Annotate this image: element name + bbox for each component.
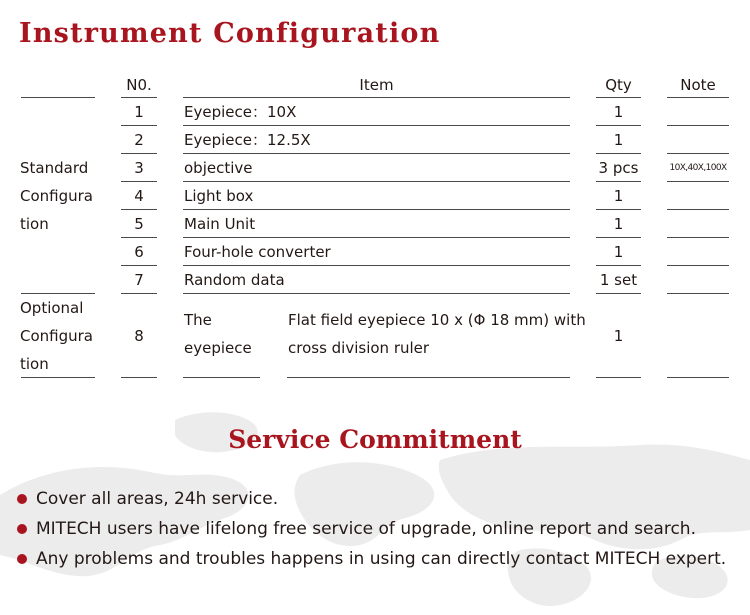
service-item — [17, 548, 726, 570]
row-5-qty: 1 — [613, 215, 624, 233]
row-3-item: objective — [184, 159, 253, 177]
optional-qty: 1 — [613, 327, 624, 345]
rule-row-3-no — [121, 181, 157, 182]
rule-item-header — [183, 97, 570, 98]
rule-no-header — [121, 97, 157, 98]
rule-note-header — [667, 97, 729, 98]
header-item: Item — [359, 76, 394, 94]
row-5-item: Main Unit — [184, 215, 256, 233]
rule-optional-note — [667, 377, 729, 378]
rule-row-7-no — [121, 293, 157, 294]
bullet-dot-icon — [17, 554, 27, 564]
rule-row-3-note — [667, 181, 729, 182]
rule-row-4-item — [183, 209, 570, 210]
rule-row-6-no — [121, 265, 157, 266]
rule-row-4-note — [667, 209, 729, 210]
bullet-dot-icon — [17, 524, 27, 534]
page-title: Instrument Configuration — [19, 18, 441, 49]
rule-row-3-qty — [596, 181, 641, 182]
bullet-dot-icon — [17, 494, 27, 504]
row-7-item: Random data — [184, 271, 285, 289]
service-item-text: MITECH users have lifelong free service of upgrade, online report and search. — [36, 519, 696, 539]
header-note: Note — [680, 76, 716, 94]
rule-row-6-item — [183, 265, 570, 266]
rule-row-3-item — [183, 181, 570, 182]
rule-row-2-note — [667, 153, 729, 154]
row-4-no: 4 — [134, 187, 144, 205]
optional-label-line-1: Optional — [20, 299, 84, 317]
row-6-qty: 1 — [613, 243, 624, 261]
standard-label-line-1: Standard — [20, 159, 89, 177]
rule-row-4-qty — [596, 209, 641, 210]
row-1-item: Eyepiece：10X — [184, 103, 297, 121]
row-4-item: Light box — [184, 187, 254, 205]
row-3-qty: 3 pcs — [598, 159, 639, 177]
rule-row-7-qty — [596, 293, 641, 294]
rule-row-5-qty — [596, 237, 641, 238]
row-5-no: 5 — [134, 215, 144, 233]
row-7-no: 7 — [134, 271, 144, 289]
optional-item-desc-line-2: cross division ruler — [288, 339, 430, 357]
optional-item-desc-line-1: Flat field eyepiece 10 x (Φ 18 mm) with — [288, 311, 586, 329]
row-6-item: Four-hole converter — [184, 243, 331, 261]
rule-row-5-no — [121, 237, 157, 238]
rule-row-5-note — [667, 237, 729, 238]
service-item — [17, 488, 278, 510]
row-3-note: 10X,40X,100X — [669, 163, 727, 173]
row-2-qty: 1 — [613, 131, 624, 149]
optional-item-name-line-1: The — [184, 311, 212, 329]
optional-no: 8 — [134, 327, 144, 345]
service-item-text: Any problems and troubles happens in using can directly contact MITECH expert. — [36, 549, 727, 569]
rule-row-4-no — [121, 209, 157, 210]
rule-row-1-qty — [596, 125, 641, 126]
rule-optional-item-name — [183, 377, 260, 378]
rule-row-1-item — [183, 125, 570, 126]
rule-row-2-no — [121, 153, 157, 154]
row-7-qty: 1 set — [599, 271, 638, 289]
rule-row-2-qty — [596, 153, 641, 154]
row-2-no: 2 — [134, 131, 144, 149]
row-6-no: 6 — [134, 243, 144, 261]
rule-row-7-note — [667, 293, 729, 294]
rule-label-header — [21, 97, 95, 98]
rule-optional-item-desc — [287, 377, 570, 378]
rule-row-2-item — [183, 153, 570, 154]
row-1-no: 1 — [134, 103, 144, 121]
optional-label-line-3: tion — [20, 355, 49, 373]
rule-row-7-item — [183, 293, 570, 294]
service-item-text: Cover all areas, 24h service. — [36, 489, 279, 509]
rule-qty-header — [596, 97, 641, 98]
rule-optional-qty — [596, 377, 641, 378]
service-title: Service Commitment — [228, 425, 522, 454]
optional-item-name-line-2: eyepiece — [184, 339, 252, 357]
rule-row-6-qty — [596, 265, 641, 266]
optional-label-line-2: Configura — [20, 327, 93, 345]
service-item — [17, 518, 696, 540]
rule-row-1-note — [667, 125, 729, 126]
rule-row-5-item — [183, 237, 570, 238]
standard-label-line-3: tion — [20, 215, 49, 233]
rule-row-6-note — [667, 265, 729, 266]
row-1-qty: 1 — [613, 103, 624, 121]
rule-optional-no — [121, 377, 157, 378]
header-no: N0. — [126, 76, 152, 94]
row-4-qty: 1 — [613, 187, 624, 205]
rule-standard-group — [21, 293, 95, 294]
rule-optional-label — [21, 377, 95, 378]
header-qty: Qty — [605, 76, 632, 94]
row-2-item: Eyepiece：12.5X — [184, 131, 311, 149]
standard-label-line-2: Configura — [20, 187, 93, 205]
row-3-no: 3 — [134, 159, 144, 177]
rule-row-1-no — [121, 125, 157, 126]
